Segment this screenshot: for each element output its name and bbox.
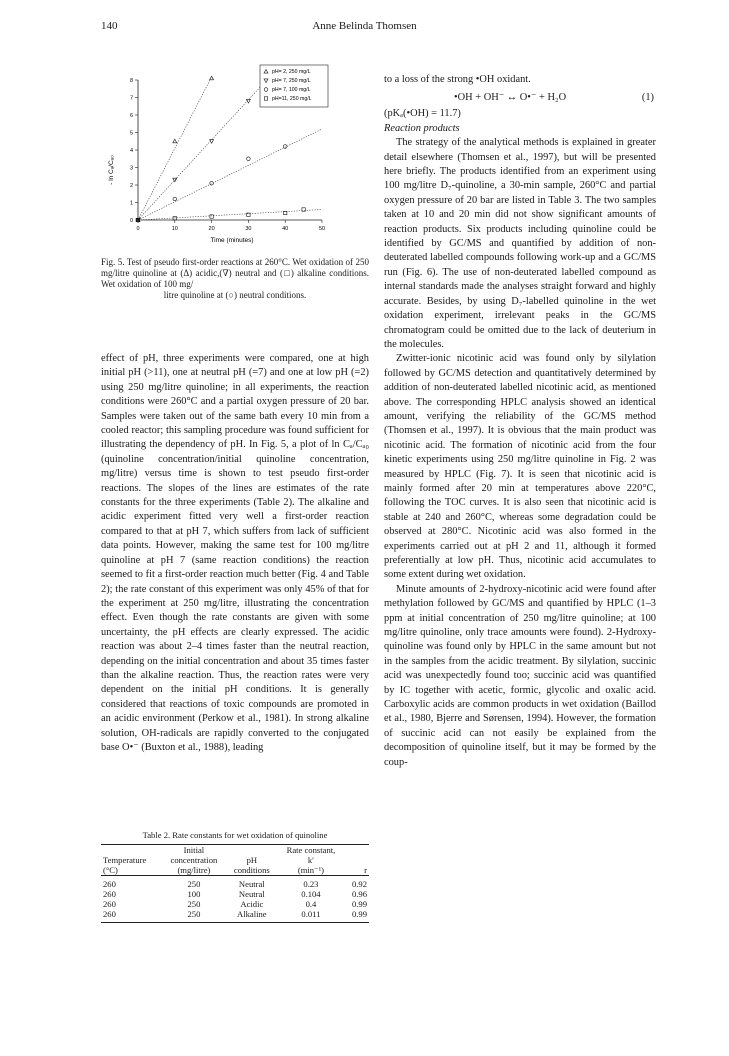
caption-last-line: litre quinoline at (○) neutral conditions. <box>163 290 307 300</box>
equation-number: (1) <box>641 92 654 104</box>
right-intro: to a loss of the strong •OH oxidant. <box>384 74 531 85</box>
y-tick-label: 8 <box>129 78 133 84</box>
table-row: 260 250 Acidic 0.4 0.99 <box>103 899 367 909</box>
legend-label: pH=11, 250 mg/L <box>272 96 312 102</box>
y-axis-label: - ln Cₐ/Cₐ₀ <box>108 155 115 185</box>
x-tick-label: 40 <box>282 226 289 232</box>
figure-5-chart <box>100 60 330 252</box>
y-tick-label: 4 <box>129 148 133 154</box>
running-head: Anne Belinda Thomsen <box>312 20 417 32</box>
x-tick-label: 20 <box>208 226 215 232</box>
equation-1 <box>384 91 656 107</box>
fit-line <box>138 129 322 220</box>
data-point <box>173 217 176 220</box>
legend-label: pH= 2, 250 mg/L <box>272 69 311 75</box>
caption-body: Fig. 5. Test of pseudo first-order reactions at 260°C. Wet oxidation of 250 mg/litre quinoline at (Δ) acidic,(∇) neutral and (□) alkaline conditions. Wet oxidation of 100 mg/ <box>101 257 369 289</box>
data-point <box>173 139 177 143</box>
legend-label: pH= 7, 100 mg/L <box>272 87 311 93</box>
x-axis-label: Time (minutes) <box>210 237 254 244</box>
x-tick-label: 0 <box>136 226 140 232</box>
x-tick-label: 10 <box>171 226 178 232</box>
col-header-temp: Temperature (°C) <box>103 855 147 875</box>
data-point <box>210 76 214 80</box>
table-row: 260 100 Neutral 0.104 0.96 <box>103 889 367 899</box>
data-point <box>210 215 213 218</box>
y-tick-label: 3 <box>129 165 133 172</box>
left-column <box>101 352 369 755</box>
col-header-r: r <box>364 865 367 875</box>
page-number: 140 <box>101 20 118 32</box>
y-tick-label: 1 <box>129 200 133 207</box>
fit-line <box>138 210 322 221</box>
legend-label: pH= 7, 250 mg/L <box>272 78 311 84</box>
col-header-conc: Initial concentration (mg/litre) <box>170 845 218 875</box>
table-row: 260 250 Alkaline 0.011 0.99 <box>101 909 369 923</box>
fit-line <box>138 80 210 220</box>
figure-5-legend <box>260 65 328 107</box>
table-2 <box>101 830 369 923</box>
rate-constants-table <box>101 844 369 923</box>
right-paragraph: Minute amounts of 2-hydroxy-nicotinic acid were found after methylation followed by GC/MS and quantified by HPLC (1–3 ppm at initial concentration of 250 mg/litre quinoline; at 100 mg/litre quinoline, only trace amounts were found). 2-Hydroxy-quinoline was found only by HPLC in the same amount but not in the samples from the acidic treatment. By silylation, succinic acid was unexpectedly found too; succinic acid was quantified by IC together with acetic, formic, glycolic and oxalic acid. Carboxylic acids are common products in wet oxidation (Baillod et al., 1980, Bjerre and Sørensen, 1994). However, the formation of succinic acid can not easily be explained from the decomposition of quinoline itself, but it may be formed by the coup- <box>384 583 656 768</box>
table-row: 260 250 Neutral 0.23 0.92 <box>103 879 367 889</box>
data-point <box>247 157 251 161</box>
left-paragraph: effect of pH, three experiments were compared, one at high initial pH (>11), one at neutral pH (=7) and one at low pH (=2) using 250 mg/litre quinoline; in all experiments, the reaction conditions were 260°C and a partial oxygen pressure of 20 bar. Samples were taken out of the same bath every 10 min from a cooled reactor; this sampling procedure was found sufficient for illustrating the dependency of pH. In Fig. 5, a plot of ln Cₐ/Cₐ₀ (quinoline concentration/initial quinoline concentration, mg/litre) versus time is shown to test pseudo first-order reactions. The slopes of the lines are estimates of the rate constants for the three experiments (Table 2). The alkaline and acidic experiment fitted very well a first-order reaction compared to that at pH 7, which suffers from lack of sufficient data points. However, making the same test for 100 mg/litre quinoline at pH 7 (same reaction conditions) the reaction seemed to fit a first-order reaction much better (Fig. 4 and Table 2); the rate constant of this experiment was only 45% of that for the experiment at 250 mg/litre, illustrating the concentration effect. Even though the rate constants are given with some uncertainty, the pH effects are clearly expressed. The acidic reaction was about 2–4 times faster than the neutral reaction, depending on the initial concentration and about 35 times faster than the alkaline reaction. Thus, the reaction rates were very dependent on the initial pH conditions. It is generally considered that reactions of toxic compounds are promoted in an acidic environment (Perkow et al., 1981). In strong alkaline solution, OH-radicals are rapidly converted to the conjugated base O•⁻ (Buxton et al., 1988), leading <box>101 353 369 753</box>
y-tick-label: 7 <box>129 95 133 102</box>
figure-5-caption <box>101 257 369 301</box>
equation-text: •OH + OH⁻ ↔ O•⁻ + H₂O <box>454 92 567 104</box>
data-point <box>173 197 177 201</box>
y-tick-label: 0 <box>129 218 133 224</box>
section-heading: Reaction products <box>384 122 460 134</box>
right-column <box>384 73 656 770</box>
col-header-ph: pH conditions <box>233 855 270 875</box>
x-tick-label: 30 <box>245 226 252 232</box>
pka-note: (pKₐ(•OH) = 11.7) <box>384 108 461 120</box>
y-tick-label: 5 <box>129 130 133 137</box>
right-paragraph: The strategy of the analytical methods is explained in greater detail elsewhere (Thomsen et al., 1997), but will be presented here briefly. The products identified from an experiment using 100 mg/litre D₇-quinoline, a 30-min sample, 260°C and partial oxygen pressure of 20 bar are listed in Table 3. The two samples taken at 10 and 20 min did not show significant amounts of reaction products. Six products including quinoline could be identified by GC/MS and quantified by addition of non-deuterated labelled compounds following work-up and a GC/MS run (Fig. 6). The use of non-deuterated labelled compound as internal standards made the analyses straight forward and highly accurate. Besides, by using D₇-labelled quinoline in the wet oxidation experiment, irrelevant peaks in the GC/MS chromatogram could be omitted due to the lack of deuterium in the molecules. <box>384 137 656 350</box>
right-paragraph: Zwitter-ionic nicotinic acid was found only by silylation followed by GC/MS detection and quantitatively determined by addition of non-deuterated labelled nicotinic acid, as mentioned above. The corresponding HPLC analysis showed an identical amount, verifying the reliability of the GC/MS method (Thomsen et al., 1997). It is obvious that the main product was nicotinic acid. The formation of nicotinic acid from the four kinetic experiments using 250 mg/litre quinoline in Fig. 2 was measured by HPLC (Fig. 7). It is seen that nicotinic acid is mainly formed after 20 min at temperatures above 220°C, following the TOC curves. It is also seen that nicotinic acid is stable at 240 and 260°C, whereas some degradation could be observed at 280°C. Nicotinic acid was also formed in the experiments carried out at pH 2 and 11, although it formed preferentially at low pH. Thus, nicotinic acid accumulates to some extent during wet oxidation. <box>384 353 656 581</box>
col-header-rate: Rate constant, k′ (min⁻¹) <box>286 845 336 875</box>
y-tick-label: 6 <box>129 113 133 119</box>
data-point <box>283 145 287 149</box>
x-tick-label: 50 <box>318 226 326 232</box>
y-tick-label: 2 <box>129 183 133 189</box>
table-caption: Table 2. Rate constants for wet oxidation of quinoline <box>142 830 328 840</box>
